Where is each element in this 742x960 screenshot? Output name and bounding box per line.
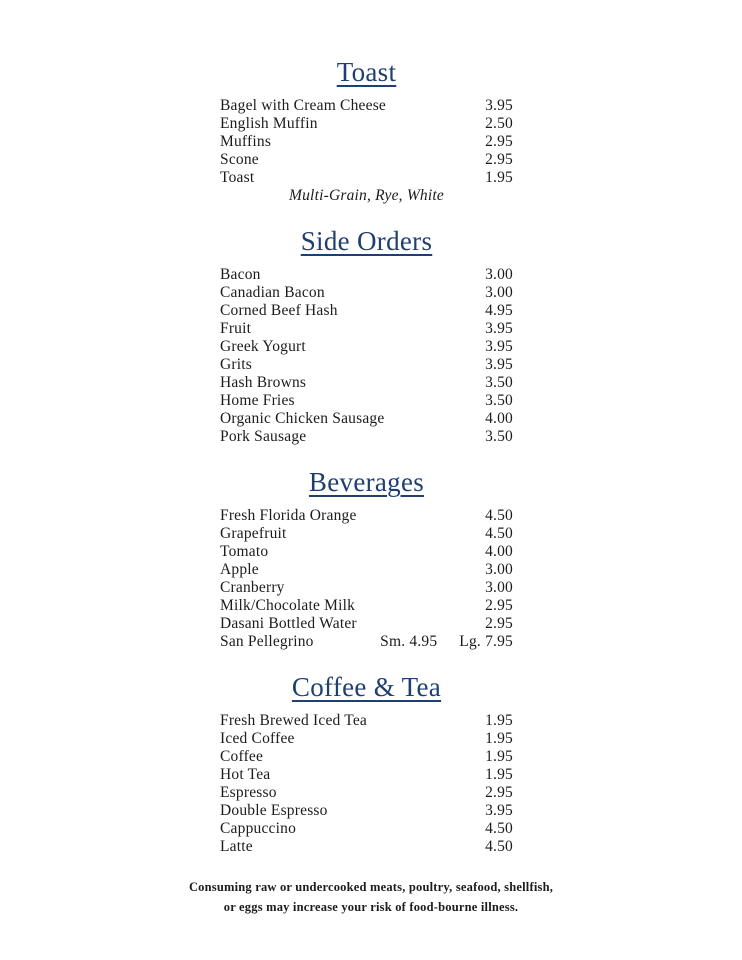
item-name: Double Espresso [220,802,328,819]
item-prices [485,151,513,169]
item-prices [485,266,513,284]
item-price: 3.00 [485,579,513,596]
item-prices [485,766,513,784]
section-title: Coffee & Tea [291,672,442,702]
item-price: 3.00 [485,561,513,578]
item-price: 4.50 [485,525,513,542]
item-price: 3.50 [485,428,513,445]
item-price: 3.95 [485,320,513,337]
menu-item-row [220,302,513,320]
item-name: Dasani Bottled Water [220,615,357,632]
item-prices [485,302,513,320]
menu-item-row [220,712,513,730]
disclaimer-line-2: or eggs may increase your risk of food-bourne illness. [223,900,519,914]
item-prices [485,543,513,561]
item-prices [485,712,513,730]
item-price: 3.95 [485,356,513,373]
item-prices [485,838,513,856]
menu-item-row [220,374,513,392]
menu-item-row [220,356,513,374]
item-price: 4.50 [485,838,513,855]
item-prices [485,97,513,115]
item-prices [485,338,513,356]
item-name: Pork Sausage [220,428,307,445]
item-name: Fruit [220,320,252,337]
item-price: 4.50 [485,507,513,524]
item-price: 1.95 [485,748,513,765]
menu-column [220,0,513,856]
item-name: Coffee [220,748,264,765]
menu-item-row [220,392,513,410]
item-name: Greek Yogurt [220,338,306,355]
item-prices [485,784,513,802]
menu-item-row [220,766,513,784]
menu-item-row [220,266,513,284]
item-price-large: Lg. 7.95 [459,633,513,650]
item-price: 4.00 [485,543,513,560]
item-prices [485,169,513,187]
item-name: Cranberry [220,579,285,596]
item-prices [485,356,513,374]
menu-item-row [220,579,513,597]
item-prices [485,374,513,392]
item-price: 2.95 [485,597,513,614]
item-name: Fresh Brewed Iced Tea [220,712,368,729]
menu-item-row [220,748,513,766]
item-price: 4.95 [485,302,513,319]
menu-item-row [220,525,513,543]
item-prices [485,579,513,597]
menu-section-side-orders [220,226,513,446]
item-name: Scone [220,151,259,168]
item-name: Hot Tea [220,766,271,783]
menu-item-row [220,507,513,525]
item-price: 2.50 [485,115,513,132]
item-prices [485,428,513,446]
item-name: Hash Browns [220,374,307,391]
item-name: Corned Beef Hash [220,302,338,319]
item-prices [485,115,513,133]
item-prices [485,410,513,428]
menu-item-row [220,169,513,187]
item-prices [485,507,513,525]
item-price: 3.50 [485,392,513,409]
item-price: 3.00 [485,284,513,301]
menu-item-row [220,410,513,428]
item-price: 4.50 [485,820,513,837]
item-prices [485,320,513,338]
item-price: 1.95 [485,730,513,747]
menu-item-row [220,133,513,151]
section-title: Beverages [308,467,425,497]
item-name: Muffins [220,133,272,150]
menu-item-row [220,97,513,115]
menu-item-row [220,115,513,133]
item-name: English Muffin [220,115,318,132]
item-price: 2.95 [485,615,513,632]
menu-item-row [220,615,513,633]
disclaimer-line-1: Consuming raw or undercooked meats, poultry, seafood, shellfish, [188,880,554,894]
item-prices [485,748,513,766]
item-name: Fresh Florida Orange [220,507,357,524]
menu-section-coffee-tea [220,672,513,856]
menu-item-row [220,633,513,651]
menu-item-row [220,820,513,838]
menu-item-row [220,428,513,446]
item-price: 2.95 [485,784,513,801]
item-price-small: Sm. 4.95 [380,633,438,650]
menu-item-row [220,838,513,856]
item-prices [485,284,513,302]
item-price: 3.95 [485,97,513,114]
item-name: Cappuccino [220,820,297,837]
item-prices [380,633,513,651]
item-prices [485,597,513,615]
menu-section-beverages [220,467,513,651]
menu-item-row [220,802,513,820]
item-prices [485,561,513,579]
item-price: 2.95 [485,133,513,150]
item-prices [485,730,513,748]
item-name: Bacon [220,266,261,283]
item-name: Canadian Bacon [220,284,325,301]
item-name: Espresso [220,784,277,801]
item-prices [485,133,513,151]
item-price: 4.00 [485,410,513,427]
item-prices [485,802,513,820]
section-title: Side Orders [300,226,433,256]
menu-item-row [220,320,513,338]
menu-item-row [220,730,513,748]
item-name: Grits [220,356,252,373]
item-price: 2.95 [485,151,513,168]
menu-item-row [220,338,513,356]
item-prices [485,392,513,410]
item-name: Organic Chicken Sausage [220,410,385,427]
item-prices [485,615,513,633]
item-name: Tomato [220,543,269,560]
menu-section-toast [220,57,513,205]
item-price: 3.50 [485,374,513,391]
item-price: 1.95 [485,712,513,729]
item-price: 1.95 [485,169,513,186]
item-name: Grapefruit [220,525,287,542]
menu-item-row [220,597,513,615]
item-name: Apple [220,561,259,578]
item-prices [485,820,513,838]
item-prices [485,525,513,543]
item-name: Milk/Chocolate Milk [220,597,356,614]
item-name: Toast [220,169,255,186]
item-name: San Pellegrino [220,633,314,650]
menu-item-row [220,784,513,802]
menu-item-row [220,151,513,169]
item-name: Bagel with Cream Cheese [220,97,387,114]
item-price: 3.95 [485,802,513,819]
disclaimer [0,877,742,917]
item-price: 1.95 [485,766,513,783]
menu-item-row [220,543,513,561]
section-note: Multi-Grain, Rye, White [289,187,444,204]
item-price: 3.95 [485,338,513,355]
item-name: Iced Coffee [220,730,295,747]
item-name: Home Fries [220,392,295,409]
section-title: Toast [336,57,397,87]
menu-item-row [220,561,513,579]
item-name: Latte [220,838,253,855]
menu-item-row [220,284,513,302]
item-price: 3.00 [485,266,513,283]
